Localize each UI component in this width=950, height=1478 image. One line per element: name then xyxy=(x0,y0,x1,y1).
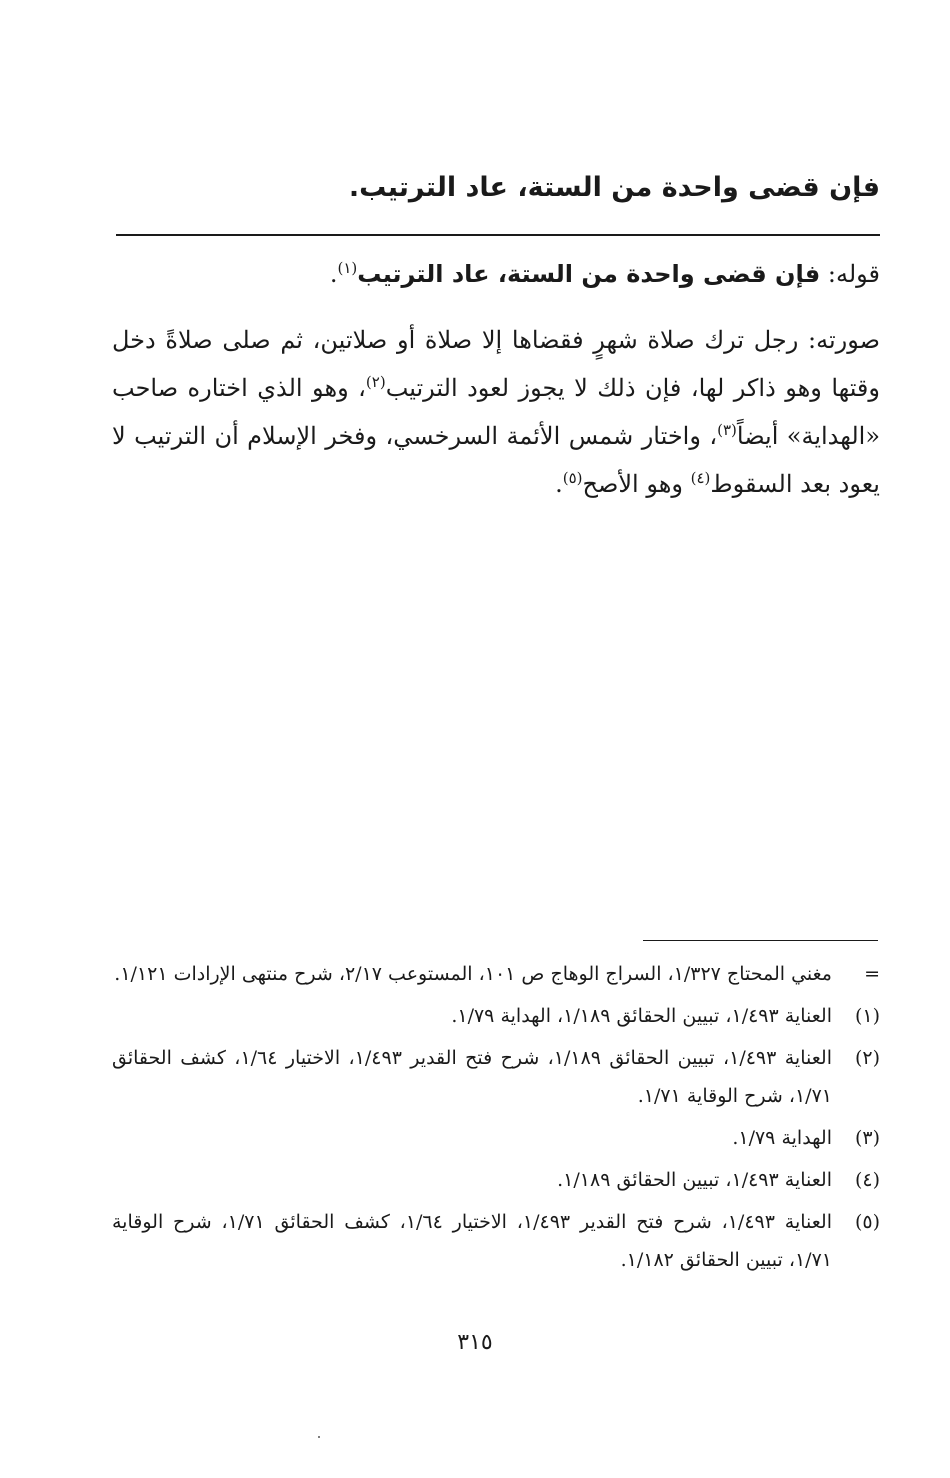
commentary-text-e: . xyxy=(555,470,563,498)
commentary-text-b: ، وهو الذي اختاره صاحب «الهداية» أيضاً xyxy=(112,374,881,450)
commentary-text-a: صورته: رجل ترك صلاة شهرٍ فقضاها إلا صلاة أو صلاتين، ثم صلى صلاةً دخل وقتها وهو ذاكر لها، فإن ذلك لا يجوز لعود الترتيب xyxy=(112,326,880,402)
footnote-continuation xyxy=(112,955,880,993)
footnote-separator xyxy=(643,940,878,941)
footnote-ref-2: (٢) xyxy=(365,373,386,391)
footnote-5 xyxy=(112,1203,880,1279)
commentary-block xyxy=(112,250,880,508)
footnote-text: العناية ١/٤٩٣، تبيين الحقائق ١/١٨٩، شرح فتح القدير ١/٤٩٣، الاختيار ١/٦٤، كشف الحقائق ١/٧١، شرح الوقاية ١/٧١. xyxy=(112,1047,832,1107)
footnote-mark: (١) xyxy=(854,1005,880,1027)
footnote-ref-1: (١) xyxy=(337,259,358,277)
commentary-intro: قوله: xyxy=(820,260,880,288)
commentary-text-c: ، واختار شمس الأئمة السرخسي، وفخر الإسلام أن الترتيب لا يعود بعد السقوط xyxy=(112,422,880,498)
commentary-text-d: وهو الأصح xyxy=(582,470,691,498)
footnote-mark: (٢) xyxy=(854,1047,880,1069)
footnote-4 xyxy=(112,1161,880,1199)
footnote-1 xyxy=(112,997,880,1035)
footnote-ref-4: (٤) xyxy=(690,469,711,487)
footnote-mark: = xyxy=(864,963,880,985)
footnote-text: العناية ١/٤٩٣، تبيين الحقائق ١/١٨٩. xyxy=(557,1169,832,1191)
commentary-quote: فإن قضى واحدة من الستة، عاد الترتيب xyxy=(357,260,821,288)
footnote-text: مغني المحتاج ١/٣٢٧، السراج الوهاج ص ١٠١، المستوعب ٢/١٧، شرح منتهى الإرادات ١/١٢١. xyxy=(114,963,832,985)
footnotes xyxy=(112,955,880,1283)
separator-rule xyxy=(116,234,880,236)
footnote-ref-5: (٥) xyxy=(562,469,583,487)
footnote-ref-3: (٣) xyxy=(717,421,737,439)
commentary-quote-line xyxy=(112,250,880,298)
commentary-paragraph xyxy=(112,316,880,508)
footnote-text: الهداية ١/٧٩. xyxy=(732,1127,832,1149)
scan-speck xyxy=(318,1436,320,1438)
footnote-text: العناية ١/٤٩٣، تبيين الحقائق ١/١٨٩، الهداية ١/٧٩. xyxy=(451,1005,832,1027)
footnote-2 xyxy=(112,1039,880,1115)
footnote-mark: (٣) xyxy=(854,1127,880,1149)
footnote-mark: (٥) xyxy=(854,1211,880,1233)
page-number: ٣١٥ xyxy=(457,1330,493,1355)
footnote-text: العناية ١/٤٩٣، شرح فتح القدير ١/٤٩٣، الاختيار ١/٦٤، كشف الحقائق ١/٧١، شرح الوقاية ١/٧١، تبيين الحقائق ١/١٨٢. xyxy=(112,1211,832,1271)
footnote-mark: (٤) xyxy=(854,1169,880,1191)
footnote-3 xyxy=(112,1119,880,1157)
main-text-heading: فإن قضى واحدة من الستة، عاد الترتيب. xyxy=(348,172,880,203)
commentary-quote-end: . xyxy=(329,260,338,288)
